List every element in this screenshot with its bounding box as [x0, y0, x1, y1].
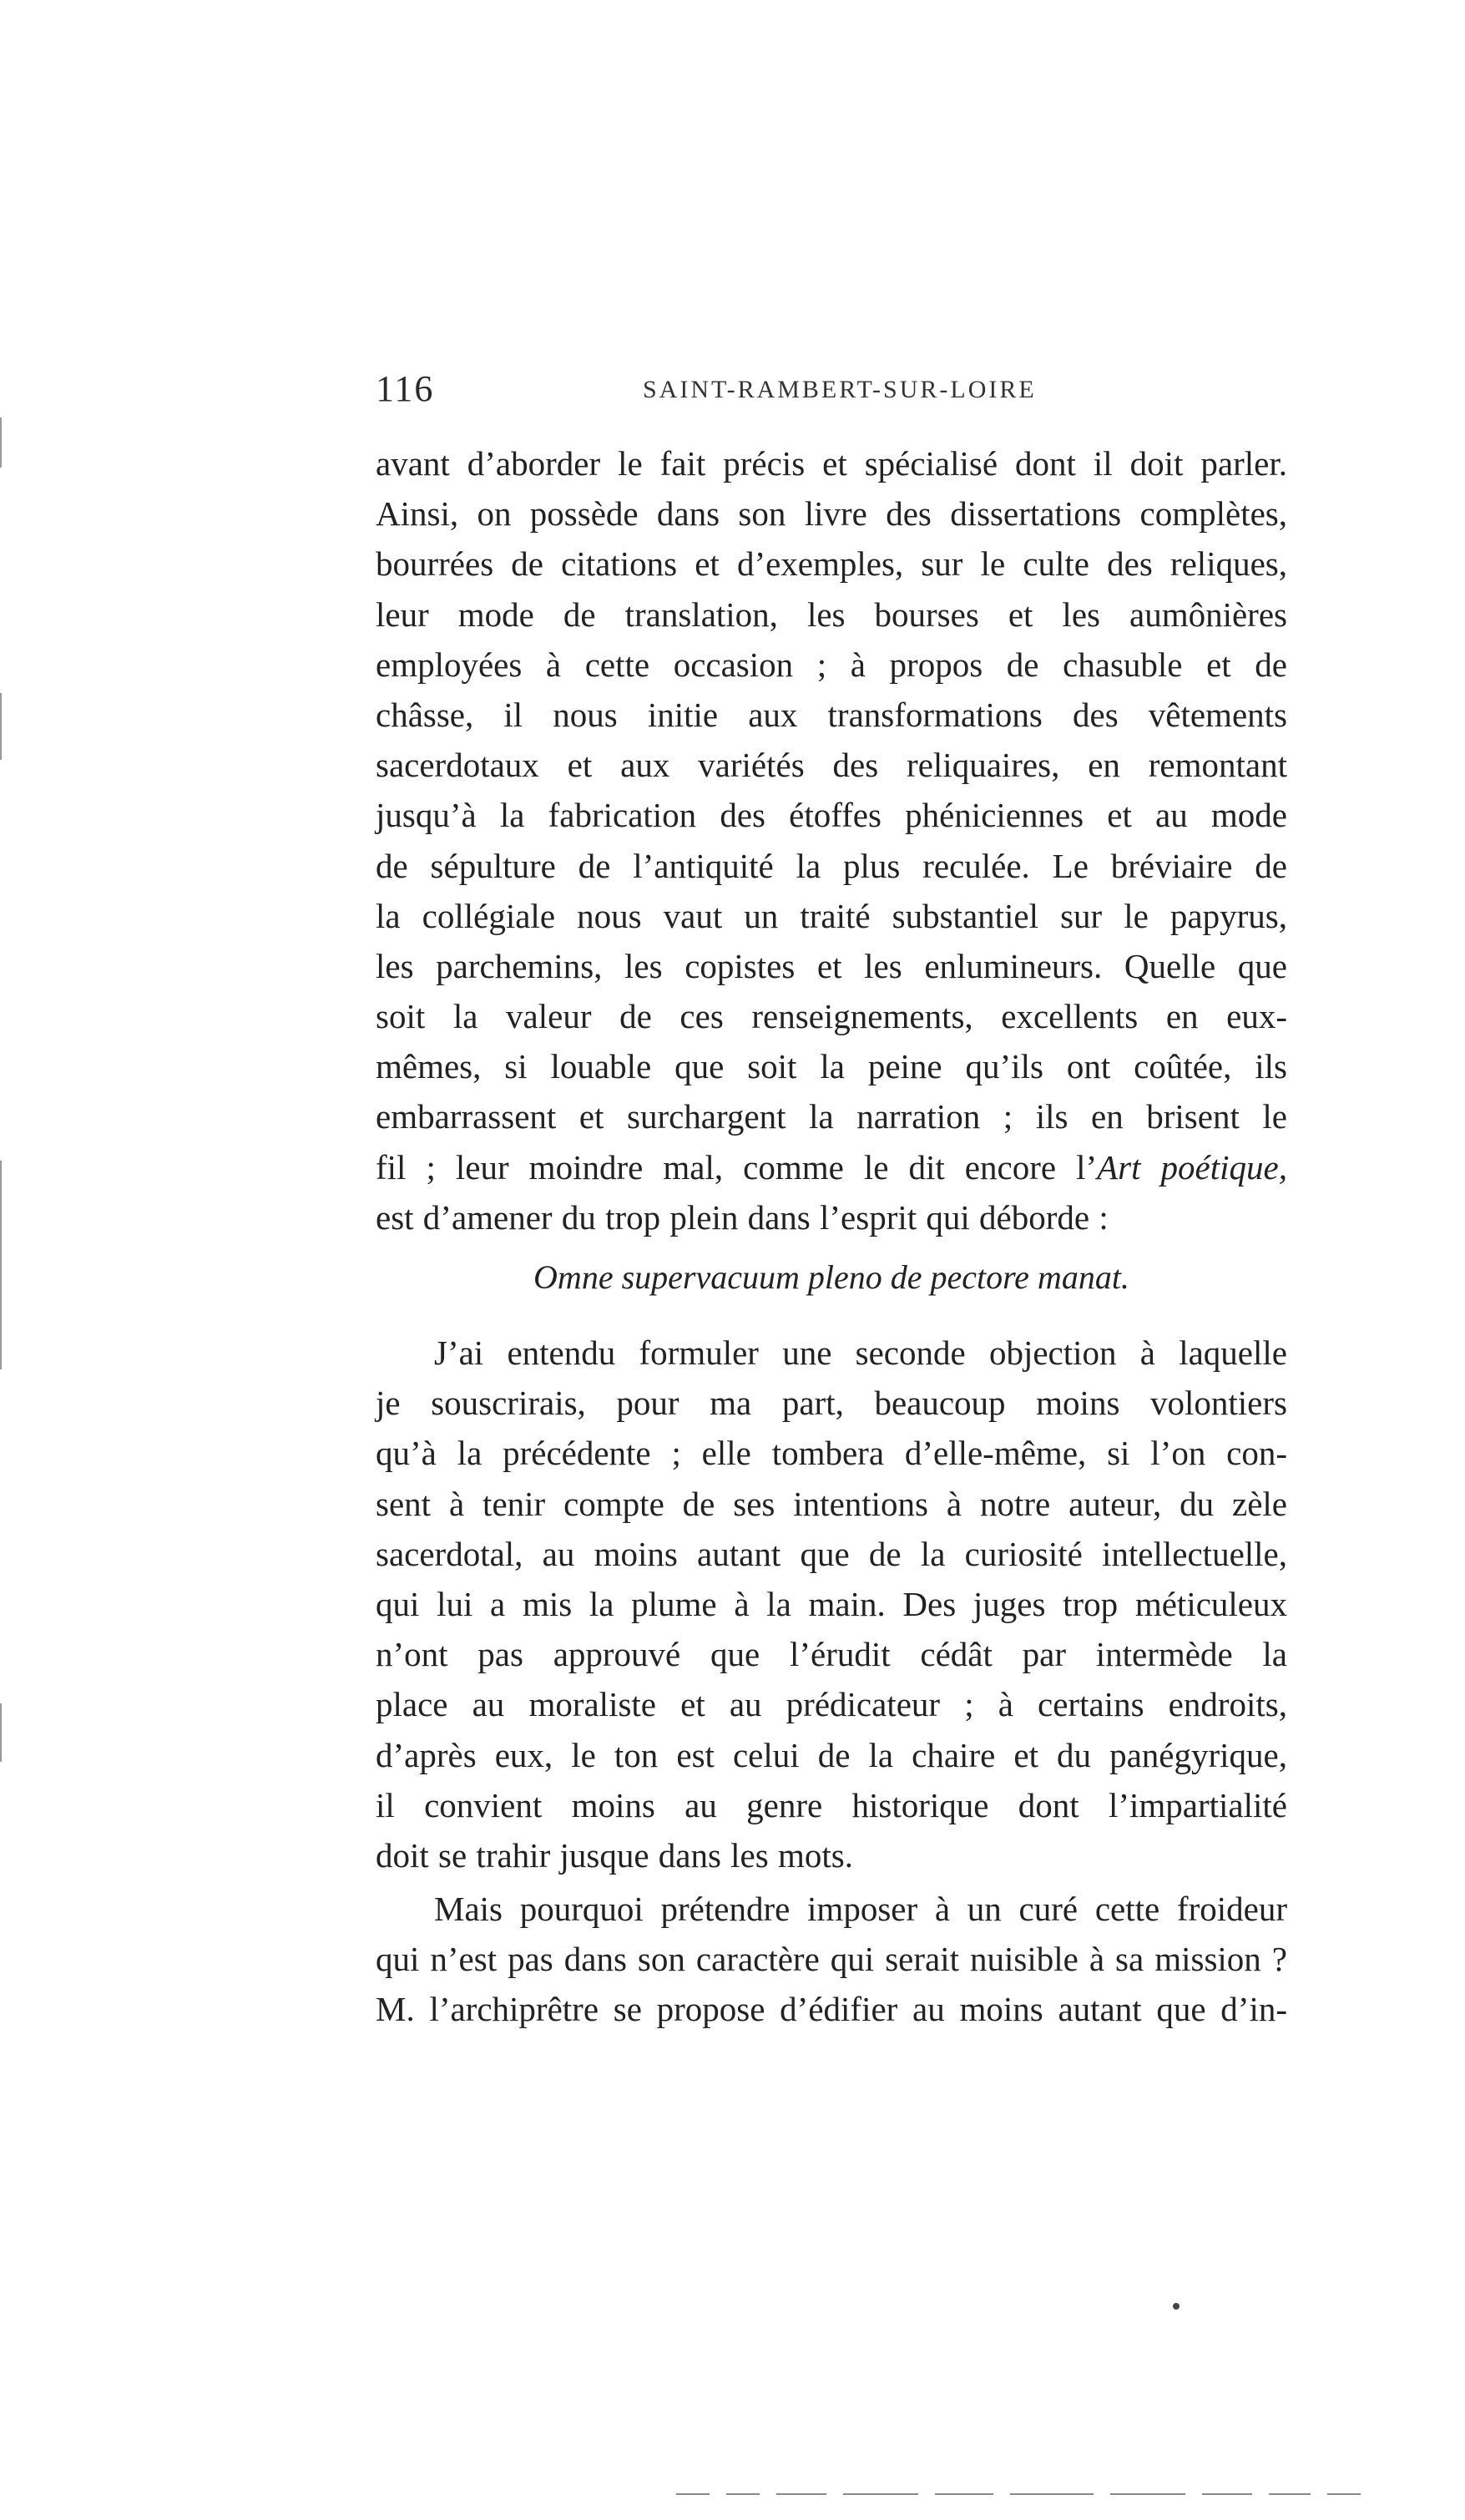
scan-bottom-rule	[1269, 2493, 1311, 2495]
scan-bottom-rule	[776, 2493, 826, 2495]
scan-bottom-rule	[1202, 2493, 1252, 2495]
running-title: SAINT-RAMBERT-SUR-LOIRE	[643, 376, 1037, 403]
scan-bottom-rule	[1010, 2493, 1094, 2495]
text-line: la collégiale nous vaut un traité substantiel sur le papyrus,	[376, 896, 1287, 935]
text-line: sacerdotaux et aux variétés des reliquaires, en remontant	[376, 746, 1287, 785]
text-line: embarrassent et surchargent la narration ; ils en brisent le	[376, 1097, 1287, 1136]
scan-margin-mark	[0, 693, 2, 760]
scan-bottom-rule	[726, 2493, 760, 2495]
text-line: doit se trahir jusque dans les mots.	[376, 1835, 853, 1875]
latin-quote: Omne supervacuum pleno de pectore manat.	[533, 1258, 1129, 1296]
text-line: J’ai entendu formuler une seconde objection à laquelle	[434, 1333, 1287, 1372]
text-line: place au moraliste et au prédicateur ; à certains endroits,	[376, 1685, 1287, 1724]
text-line: employées à cette occasion ; à propos de chasuble et de	[376, 645, 1287, 684]
text-line: avant d’aborder le fait précis et spécialisé dont il doit parler.	[376, 444, 1287, 483]
scan-bottom-rule	[843, 2493, 918, 2495]
text-line: qu’à la précédente ; elle tombera d’elle-même, si l’on con-	[376, 1434, 1287, 1473]
text-line: jusqu’à la fabrication des étoffes phéniciennes et au mode	[376, 796, 1287, 835]
italic-title: Art poétique,	[1097, 1147, 1287, 1187]
text-line: n’ont pas approuvé que l’érudit cédât par intermède la	[376, 1635, 1287, 1674]
text-line: de sépulture de l’antiquité la plus reculée. Le bréviaire de	[376, 846, 1287, 885]
running-head	[376, 367, 1286, 417]
text-line: soit la valeur de ces renseignements, excellents en eux-	[376, 997, 1287, 1036]
scan-margin-mark	[0, 417, 2, 468]
scan-margin-mark	[0, 1703, 2, 1762]
text-segment: fil ; leur moindre mal, comme le dit encore l’	[376, 1147, 1098, 1187]
text-line: sent à tenir compte de ses intentions à notre auteur, du zèle	[376, 1484, 1287, 1523]
scan-bottom-rule	[1110, 2493, 1185, 2495]
body-text	[376, 438, 1287, 2035]
text-line	[376, 1142, 1287, 1192]
text-line: châsse, il nous initie aux transformations des vêtements	[376, 695, 1287, 734]
scan-margin-mark	[0, 1161, 2, 1369]
text-line: est d’amener du trop plein dans l’esprit qui déborde :	[376, 1197, 1109, 1237]
scan-bottom-rule	[935, 2493, 993, 2495]
scan-bottom-rule	[676, 2493, 710, 2495]
text-line: qui n’est pas dans son caractère qui serait nuisible à sa mission ?	[376, 1940, 1287, 1979]
page-number: 116	[376, 368, 435, 409]
text-line: Ainsi, on possède dans son livre des dissertations complètes,	[376, 494, 1287, 534]
text-line: les parchemins, les copistes et les enlumineurs. Quelle que	[376, 946, 1287, 985]
text-line: qui lui a mis la plume à la main. Des juges trop méticuleux	[376, 1584, 1287, 1623]
ink-speck	[1173, 2303, 1180, 2310]
text-line: sacerdotal, au moins autant que de la curiosité intellectuelle,	[376, 1534, 1287, 1573]
text-line: bourrées de citations et d’exemples, sur le culte des reliques,	[376, 544, 1287, 584]
text-line: Mais pourquoi prétendre imposer à un curé cette froideur	[434, 1890, 1287, 1929]
text-line: d’après eux, le ton est celui de la chaire et du panégyrique,	[376, 1735, 1287, 1774]
text-line: leur mode de translation, les bourses et les aumônières	[376, 595, 1287, 634]
scan-bottom-rule	[1327, 2493, 1361, 2495]
text-line: je souscrirais, pour ma part, beaucoup moins volontiers	[376, 1384, 1287, 1423]
text-line: M. l’archiprêtre se propose d’édifier au moins autant que d’in-	[376, 1990, 1287, 2029]
text-line: il convient moins au genre historique dont l’impartialité	[376, 1785, 1287, 1824]
text-line: mêmes, si louable que soit la peine qu’ils ont coûtée, ils	[376, 1047, 1287, 1086]
